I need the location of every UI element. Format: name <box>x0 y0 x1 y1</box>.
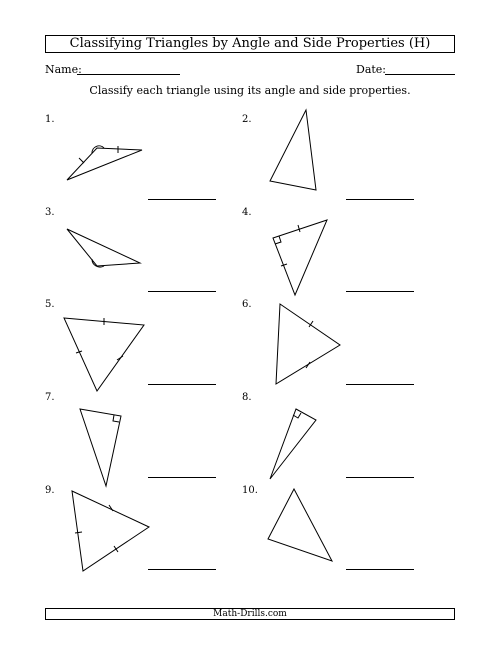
question-number-6: 6. <box>242 299 252 310</box>
question-number-4: 4. <box>242 207 252 218</box>
triangle-8 <box>270 409 316 479</box>
triangle-2 <box>270 110 316 190</box>
question-number-5: 5. <box>45 299 55 310</box>
instructions: Classify each triangle using its angle and side properties. <box>89 84 411 97</box>
footer: Math-Drills.com <box>45 608 455 620</box>
question-number-3: 3. <box>45 207 55 218</box>
question-number-8: 8. <box>242 392 252 403</box>
triangle-1 <box>67 146 142 180</box>
question-number-1: 1. <box>45 114 55 125</box>
triangle-4 <box>273 220 327 295</box>
triangle-3 <box>67 229 140 267</box>
triangle-7 <box>80 409 121 486</box>
triangle-10 <box>268 489 332 561</box>
triangle-6 <box>276 304 340 384</box>
question-number-9: 9. <box>45 485 55 496</box>
date-label: Date: <box>356 63 387 76</box>
worksheet-title: Classifying Triangles by Angle and Side Properties (H) <box>45 35 455 53</box>
question-number-7: 7. <box>45 392 55 403</box>
question-number-2: 2. <box>242 114 252 125</box>
triangle-9 <box>72 491 149 571</box>
question-number-10: 10. <box>242 485 258 496</box>
name-label: Name: <box>45 63 82 76</box>
triangle-5 <box>64 318 144 391</box>
